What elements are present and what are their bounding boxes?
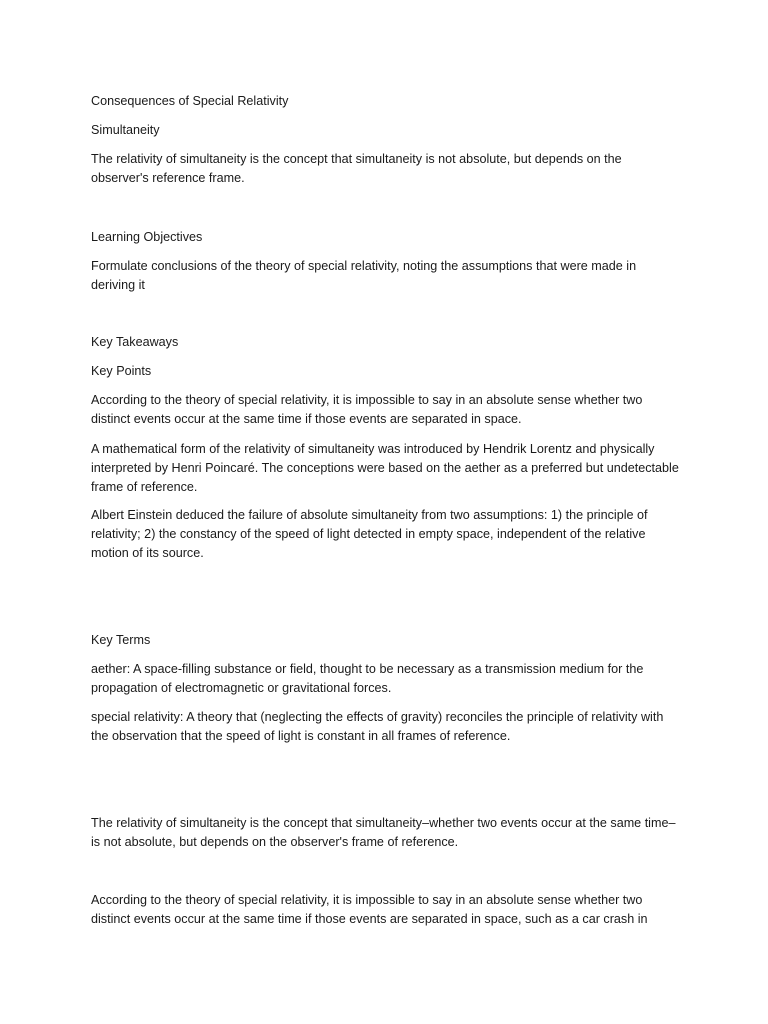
section-heading: Simultaneity [91, 123, 160, 137]
key-term: aether: A space-filling substance or field, thought to be necessary as a transmission medium for the propagation of electromagnetic or gravitational forces. [91, 662, 644, 695]
key-points-heading: Key Points [91, 364, 152, 378]
body-paragraph: According to the theory of special relativity, it is impossible to say in an absolute sense whether two distinct events occur at the same time if those events are separated in space, such as a car crash in [91, 893, 648, 926]
intro-paragraph: The relativity of simultaneity is the concept that simultaneity is not absolute, but depends on the observer's reference frame. [91, 152, 622, 185]
key-takeaways-heading: Key Takeaways [91, 335, 179, 349]
document-title: Consequences of Special Relativity [91, 94, 289, 108]
learning-objectives-heading: Learning Objectives [91, 230, 203, 244]
key-point: According to the theory of special relativity, it is impossible to say in an absolute sense whether two distinct events occur at the same time if those events are separated in space. [91, 393, 643, 426]
key-point: Albert Einstein deduced the failure of absolute simultaneity from two assumptions: 1) the principle of relativity; 2) the constancy of the speed of light detected in empty space, independent of the relative motion of its source. [91, 508, 648, 560]
learning-objectives-text: Formulate conclusions of the theory of special relativity, noting the assumptions that were made in deriving it [91, 259, 637, 292]
key-point: A mathematical form of the relativity of simultaneity was introduced by Hendrik Lorentz and physically interpreted by Henri Poincaré. The conceptions were based on the aether as a preferred but undetectable frame of reference. [91, 442, 679, 494]
key-terms-heading: Key Terms [91, 633, 151, 647]
key-term: special relativity: A theory that (neglecting the effects of gravity) reconciles the principle of relativity with the observation that the speed of light is constant in all frames of reference. [91, 710, 664, 743]
body-paragraph: The relativity of simultaneity is the concept that simultaneity–whether two events occur at the same time–is not absolute, but depends on the observer's frame of reference. [91, 816, 676, 849]
